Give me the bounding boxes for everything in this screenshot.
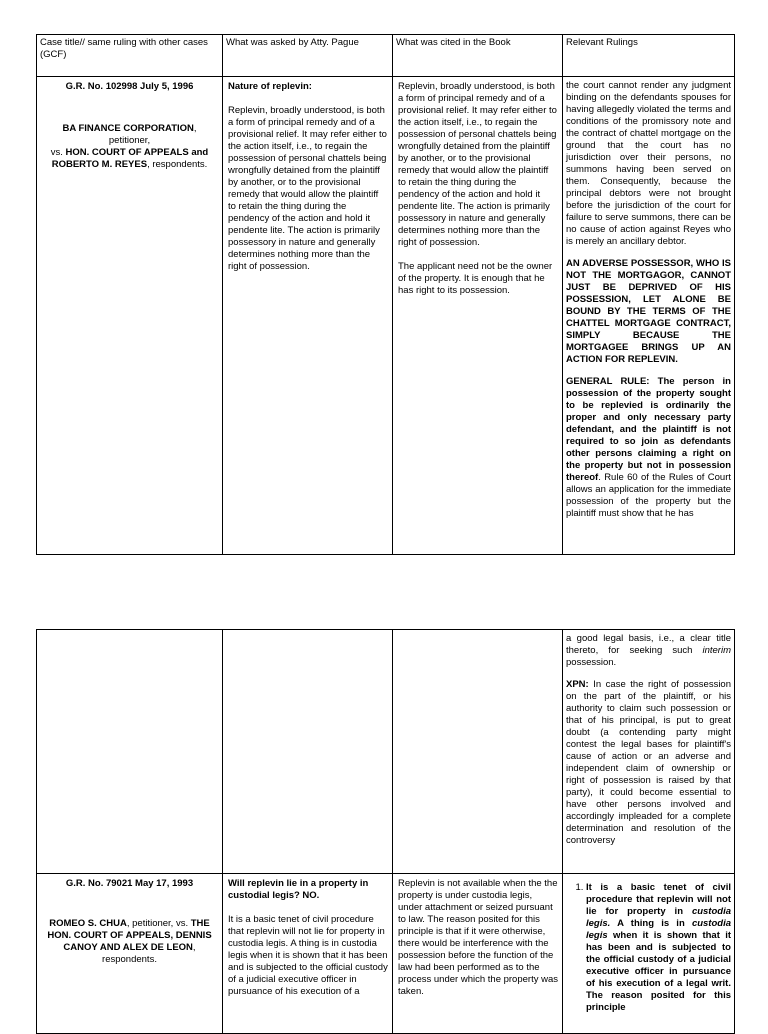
header-asked: What was asked by Atty. Pague [223,35,393,77]
ruling-paragraph: the court cannot render any judgment binding on the defendants spouses for having allegedly violated the terms and conditions of the promissory note and the contract of chattel mortgage on the ground that the court has no jurisdiction over their persons, no summons having been served on them. Consequently, because the principal debtors were not brought before the jurisdiction of the court for failure to serve summons, there can be no cause of action against Reyes who is merely an ancillary debtor. [566,80,731,247]
rulings-table-page-2 [36,629,735,1034]
exception-label: XPN: [566,679,589,690]
asked-cell [223,874,393,1034]
empty-cell [393,630,563,874]
general-rule-rest: . Rule 60 of the Rules of Court allows an application for the immediate possession of the property but the plaintiff must show that he has [566,472,731,519]
petitioner-role: , petitioner, [108,123,197,146]
respondent-role: , respondents. [147,159,208,170]
respondent-name: HON. COURT OF APPEALS and ROBERTO M. REYES [51,147,209,170]
ruling-list-item [586,882,731,1014]
ruling-paragraph: AN ADVERSE POSSESSOR, WHO IS NOT THE MORTGAGOR, CANNOT JUST BE DEPRIVED OF HIS POSSESSION, LET ALONE BE BOUND BY THE TERMS OF THE CHATTEL MORTGAGE CONTRACT, SIMPLY BECAUSE THE MORTGAGEE BRINGS UP AN ACTION FOR REPLEVIN. [566,258,731,365]
petitioner-name: BA FINANCE CORPORATION [62,123,194,134]
ruling-text: A thing is in [610,918,692,929]
petitioner-name: ROMEO S. CHUA [49,918,127,929]
asked-heading: Nature of replevin: [228,81,312,92]
header-cited: What was cited in the Book [393,35,563,77]
case-title-cell [37,874,223,1034]
case-gr-number: G.R. No. 79021 May 17, 1993 [65,878,194,889]
rulings-cell [563,77,735,555]
ruling-text: a good legal basis, i.e., a clear title thereto, for seeking such [566,633,731,656]
ruling-text: It is a basic tenet of civil procedure that replevin will not lie for property in [586,882,731,917]
petitioner-role: , petitioner, vs. [126,918,191,929]
ruling-italic: custodia legis. [586,906,731,929]
rulings-cell-continued [563,630,735,874]
ruling-text: when it is shown that it has been and is subjected to the official custody of a judicial executive officer in pursuance of his execution of a legal writ. The reason posited for this principle [586,930,731,1013]
empty-cell [223,630,393,874]
ruling-italic: interim [702,645,731,656]
asked-heading: Will replevin lie in a property in custodial legis? NO. [228,878,369,901]
cited-paragraph: Replevin is not available when the the property is under custodia legis, under attachment or seized pursuant to law. The reason posited for this principle is that if it were otherwise, there would be interference with the possession before the function of the law had been performed as to the process under which the property was taken. [398,878,558,997]
case-gr-number: G.R. No. 102998 July 5, 1996 [65,81,194,92]
cited-paragraph: The applicant need not be the owner of the property. It is enough that he has right to its possession. [398,261,553,296]
versus-label: vs. [50,147,63,158]
asked-text: It is a basic tenet of civil procedure that replevin will not lie for property in custodia legis. A thing is in custodia legis when it is shown that it has been and is subjected to the official custody of a judicial executive officer in pursuance of his execution of a [228,914,388,997]
header-rulings: Relevant Rulings [563,35,735,77]
exception-text: In case the right of possession on the part of the plaintiff, or his authority to claim such possession or that of his principal, is put to great doubt (a contending party might contest the legal bases for plaintiff's cause of action or an adverse and independent claim of ownership or right of possession is raised by that party), it could become essential to have other persons involved and accordingly impleaded for a complete determination and resolution of the controversy [566,679,731,846]
general-rule: GENERAL RULE: The person in possession of the property sought to be replevied is ordinarily the proper and only necessary party defendant, and the plaintiff is not required to so join as defendants other persons claiming a right on the property but not in possession thereof [566,376,731,483]
empty-cell [37,630,223,874]
ruling-italic: custodia legis [586,918,731,941]
cited-cell [393,77,563,555]
respondent-role: , respondents. [102,942,196,965]
respondent-name: THE HON. COURT OF APPEALS, DENNIS CANOY AND ALEX DE LEON [47,918,212,953]
asked-cell [223,77,393,555]
case-title-cell [37,77,223,555]
cited-paragraph: Replevin, broadly understood, is both a form of principal remedy and of a provisional relief. It may refer either to the action itself, i.e., to regain the possession of personal chattels being wrongfully detained from the plaintiff by another, or to the provisional remedy that would allow the plaintiff to retain the thing during the pendency of the action and hold it pendente lite. The action is primarily possessory in nature and generally determines nothing more than the right of possession. [398,81,557,248]
rulings-table-page-1 [36,34,735,555]
header-case-title: Case title// same ruling with other cases (GCF) [37,35,223,77]
rulings-cell [563,874,735,1034]
ruling-text: possession. [566,657,617,668]
cited-cell [393,874,563,1034]
asked-text: Replevin, broadly understood, is both a form of principal remedy and of a provisional relief. It may refer either to the action itself, i.e., to regain the possession of personal chattels being wrongfully detained from the plaintiff by another, or to the provisional remedy that would allow the plaintiff to retain the thing during the pendency of the action and hold it pendente lite. The action is primarily possessory in nature and generally determines nothing more than the right of possession. [228,105,387,272]
